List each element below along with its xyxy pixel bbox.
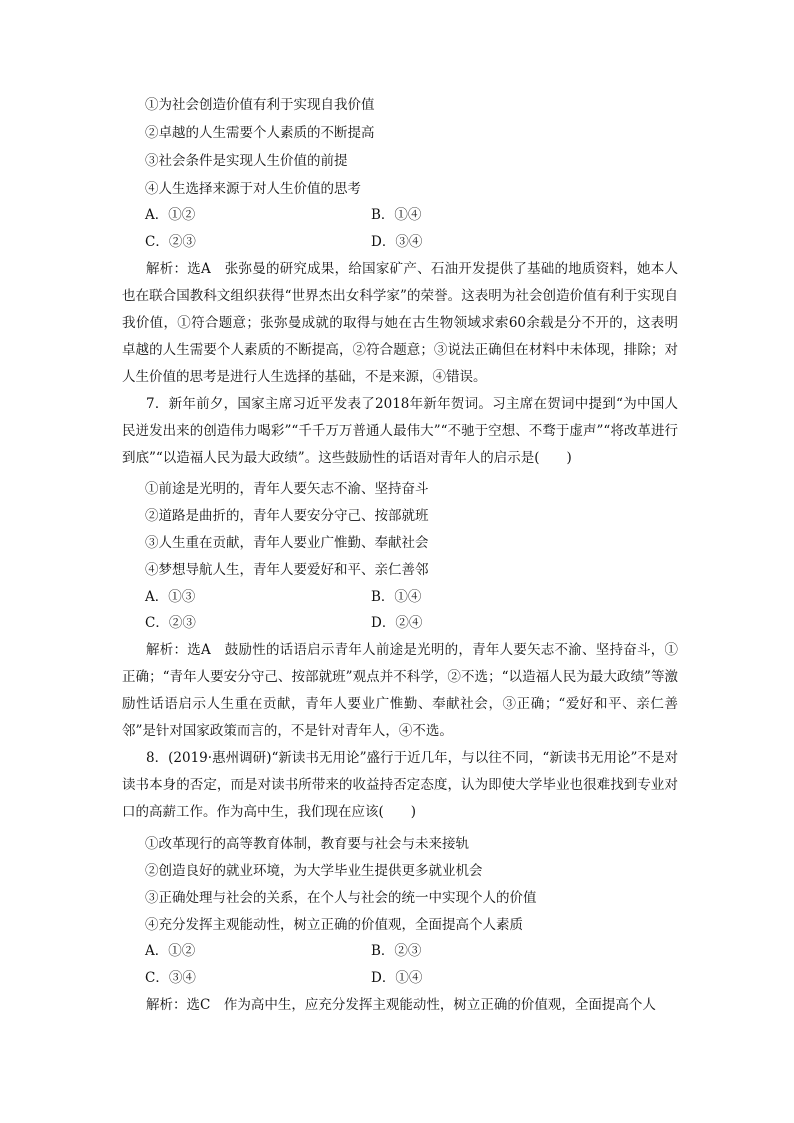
statement: ③社会条件是实现人生价值的前提 [145, 153, 348, 169]
option-b: B．②③ [371, 943, 422, 959]
option-a: A．①③ [145, 589, 196, 605]
statement: ②道路是曲折的，青年人要安分守己、按部就班 [145, 508, 429, 524]
option-c: C．③④ [145, 970, 196, 986]
question-7-stem: 7．新年前夕，国家主席习近平发表了2018年新年贺词。习主席在贺词中提到“为中国人民迸发出来的创造伟力喝彩”“千千万万普通人最伟大”“不驰于空想、不骛于虚声”“将改革进行到底”“以造福人民为最大政绩”。这些鼓励性的话语对青年人的启示是( ) [122, 396, 678, 466]
option-b: B．①④ [371, 589, 422, 605]
option-a: A．①② [145, 207, 196, 223]
analysis-paragraph: 解析：选A 鼓励性的话语启示青年人前途是光明的，青年人要矢志不渝、坚持奋斗，①正确；“青年人要安分守己、按部就班”观点并不科学，②不选；“以造福人民为最大政绩”等激励性话语启示人生重在贡献，青年人要业广惟勤、奉献社会，③正确；“爱好和平、亲仁善邻”是针对国家政策而言的，不是针对青年人，④不选。 [122, 642, 678, 739]
statement: ④充分发挥主观能动性，树立正确的价值观，全面提高个人素质 [145, 917, 523, 933]
option-c: C．②③ [145, 615, 196, 631]
statement: ①为社会创造价值有利于实现自我价值 [145, 97, 375, 113]
analysis-paragraph: 解析：选C 作为高中生，应充分发挥主观能动性，树立正确的价值观，全面提高个人 [146, 997, 656, 1013]
option-b: B．①④ [371, 207, 422, 223]
option-a: A．①② [145, 943, 196, 959]
statement: ③正确处理与社会的关系，在个人与社会的统一中实现个人的价值 [145, 890, 537, 906]
option-d: D．②④ [371, 615, 423, 631]
statement: ④人生选择来源于对人生价值的思考 [145, 181, 361, 197]
statement: ③人生重在贡献，青年人要业广惟勤、奉献社会 [145, 535, 429, 551]
analysis-paragraph: 解析：选A 张弥曼的研究成果，给国家矿产、石油开发提供了基础的地质资料，她本人也在联合国教科文组织获得“世界杰出女科学家”的荣誉。这表明为社会创造价值有利于实现自我价值，①符合题意；张弥曼成就的取得与她在古生物领域求索60余载是分不开的，这表明卓越的人生需要个人素质的不断提高，②符合题意；③说法正确但在材料中未体现，排除；对人生价值的思考是进行人生选择的基础，不是来源，④错误。 [122, 261, 678, 385]
statement: ①前途是光明的，青年人要矢志不渝、坚持奋斗 [145, 481, 429, 497]
statement: ①改革现行的高等教育体制，教育要与社会与未来接轨 [145, 836, 469, 852]
option-c: C．②③ [145, 234, 196, 250]
question-8-stem: 8．(2019·惠州调研)“新读书无用论”盛行于近几年，与以往不同，“新读书无用论”不是对读书本身的否定，而是对读书所带来的收益持否定态度，认为即使大学毕业也很难找到专业对口的高薪工作。作为高中生，我们现在应该( ) [122, 750, 678, 820]
statement: ②卓越的人生需要个人素质的不断提高 [145, 125, 375, 141]
statement: ④梦想导航人生，青年人要爱好和平、亲仁善邻 [145, 562, 429, 578]
option-d: D．③④ [371, 234, 423, 250]
statement: ②创造良好的就业环境，为大学毕业生提供更多就业机会 [145, 863, 483, 879]
option-d: D．①④ [371, 970, 423, 986]
